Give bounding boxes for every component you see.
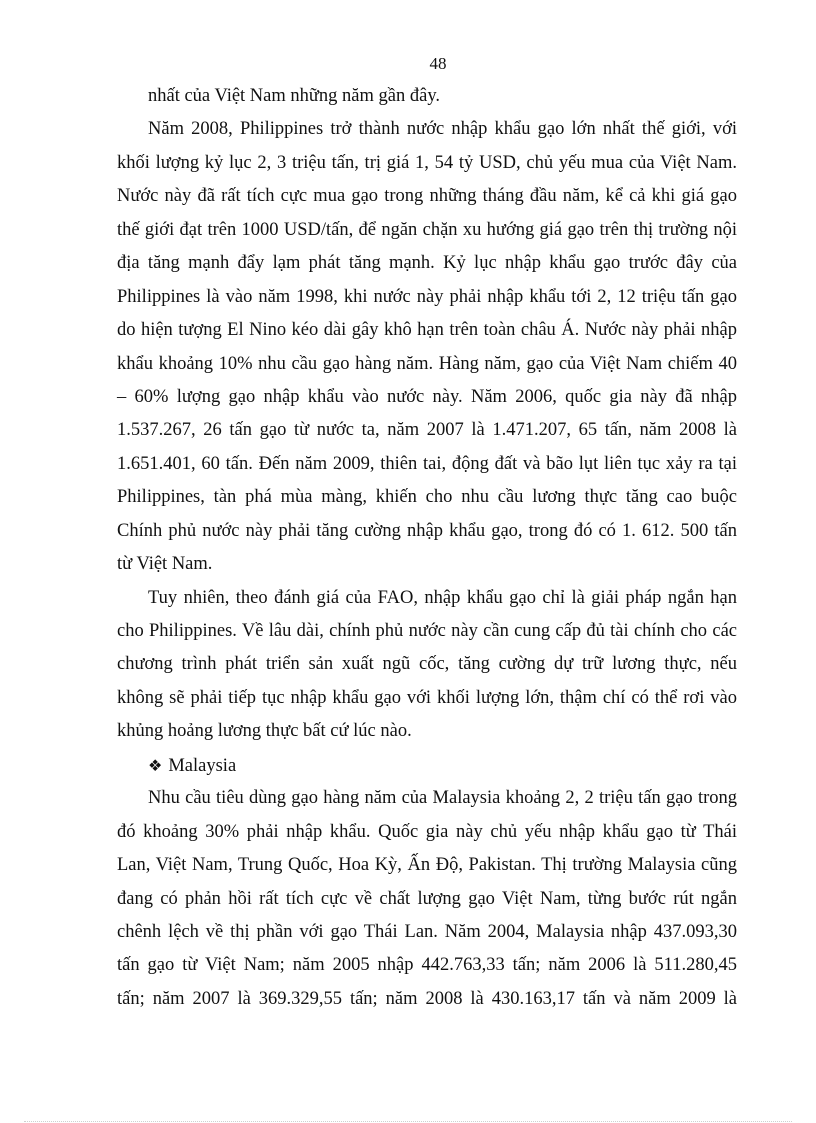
diamond-bullet-icon: ❖ bbox=[148, 755, 163, 775]
text-line bbox=[117, 348, 737, 381]
line-text: khẩu khoảng 10% nhu cầu gạo hàng năm. Hàng năm, gạo của Việt Nam chiếm 40 bbox=[117, 353, 737, 374]
line-text: Năm 2008, Philippines trở thành nước nhập khẩu gạo lớn nhất thế giới, với bbox=[148, 119, 737, 140]
text-line bbox=[117, 214, 737, 247]
line-text: cho Philippines. Về lâu dài, chính phủ nước này cần cung cấp đủ tài chính cho các bbox=[117, 621, 737, 641]
line-text: 1.537.267, 26 tấn gạo từ nước ta, năm 2007 là 1.471.207, 65 tấn, năm 2008 là bbox=[117, 420, 737, 441]
text-line bbox=[117, 180, 737, 213]
line-text: chênh lệch về thị phần với gạo Thái Lan. Năm 2004, Malaysia nhập 437.093,30 bbox=[117, 921, 737, 942]
line-text: Tuy nhiên, theo đánh giá của FAO, nhập khẩu gạo chỉ là giải pháp ngắn hạn bbox=[148, 587, 737, 608]
line-text: do hiện tượng El Nino kéo dài gây khô hạn trên toàn châu Á. Nước này phải nhập bbox=[117, 320, 737, 341]
text-line bbox=[117, 414, 737, 447]
line-text: khủng hoảng lương thực bất cứ lúc nào. bbox=[117, 721, 412, 742]
text-line bbox=[117, 983, 737, 1016]
text-line bbox=[117, 682, 737, 715]
line-text: không sẽ phải tiếp tục nhập khẩu gạo với khối lượng lớn, thậm chí có thể rơi vào bbox=[117, 687, 737, 708]
document-body bbox=[117, 80, 737, 1016]
page-bottom-divider bbox=[24, 1121, 792, 1122]
text-line bbox=[117, 147, 737, 180]
line-text: khối lượng kỷ lục 2, 3 triệu tấn, trị giá 1, 54 tỷ USD, chủ yếu mua của Việt Nam. bbox=[117, 152, 737, 173]
text-line bbox=[117, 381, 737, 414]
line-text: Philippines là vào năm 1998, khi nước này phải nhập khẩu tới 2, 12 triệu tấn gạo bbox=[117, 286, 737, 307]
line-text: đó khoảng 30% phải nhập khẩu. Quốc gia này chủ yếu nhập khẩu gạo từ Thái bbox=[117, 821, 737, 842]
text-line bbox=[117, 883, 737, 916]
text-line bbox=[117, 548, 737, 581]
line-text: Nhu cầu tiêu dùng gạo hàng năm của Malaysia khoảng 2, 2 triệu tấn gạo trong bbox=[148, 788, 737, 809]
line-text: tấn gạo từ Việt Nam; năm 2005 nhập 442.763,33 tấn; năm 2006 là 511.280,45 bbox=[117, 955, 737, 976]
text-line bbox=[117, 481, 737, 514]
line-text: địa tăng mạnh đẩy lạm phát tăng mạnh. Kỷ lục nhập khẩu gạo trước đây của bbox=[117, 253, 737, 274]
text-line bbox=[117, 648, 737, 681]
text-line bbox=[117, 849, 737, 882]
line-text: 1.651.401, 60 tấn. Đến năm 2009, thiên tai, động đất và bão lụt liên tục xảy ra tại bbox=[117, 453, 737, 474]
line-text: thế giới đạt trên 1000 USD/tấn, để ngăn chặn xu hướng giá gạo trên thị trường nội bbox=[117, 219, 737, 240]
text-line bbox=[117, 80, 737, 113]
line-text: đang có phản hồi rất tích cực về chất lượng gạo Việt Nam, từng bước rút ngắn bbox=[117, 888, 737, 909]
line-text: chương trình phát triển sản xuất ngũ cốc, tăng cường dự trữ lương thực, nếu bbox=[117, 654, 737, 675]
text-line bbox=[117, 448, 737, 481]
text-line bbox=[117, 782, 737, 815]
line-text: tấn; năm 2007 là 369.329,55 tấn; năm 2008 là 430.163,17 tấn và năm 2009 là bbox=[117, 988, 737, 1009]
line-text: Lan, Việt Nam, Trung Quốc, Hoa Kỳ, Ấn Độ, Pakistan. Thị trường Malaysia cũng bbox=[117, 855, 737, 876]
text-line bbox=[117, 582, 737, 615]
line-text: Malaysia bbox=[168, 755, 237, 776]
text-line bbox=[117, 715, 737, 748]
page-number: 48 bbox=[429, 54, 447, 73]
line-text: Philippines, tàn phá mùa màng, khiến cho nhu cầu lương thực tăng cao buộc bbox=[117, 487, 737, 508]
text-line bbox=[117, 916, 737, 949]
text-line bbox=[117, 314, 737, 347]
text-line bbox=[117, 615, 737, 648]
line-text: nhất của Việt Nam những năm gần đây. bbox=[148, 86, 440, 106]
text-line bbox=[117, 816, 737, 849]
line-text: từ Việt Nam. bbox=[117, 554, 213, 575]
text-line bbox=[117, 515, 737, 548]
line-text: Nước này đã rất tích cực mua gạo trong những tháng đầu năm, kể cả khi giá gạo bbox=[117, 186, 737, 207]
text-line bbox=[117, 949, 737, 982]
section-heading bbox=[117, 749, 737, 782]
text-line bbox=[117, 247, 737, 280]
text-line bbox=[117, 113, 737, 146]
line-text: Chính phủ nước này phải tăng cường nhập khẩu gạo, trong đó có 1. 612. 500 tấn bbox=[117, 520, 737, 541]
text-line bbox=[117, 281, 737, 314]
line-text: – 60% lượng gạo nhập khẩu vào nước này. Năm 2006, quốc gia này đã nhập bbox=[117, 386, 737, 407]
